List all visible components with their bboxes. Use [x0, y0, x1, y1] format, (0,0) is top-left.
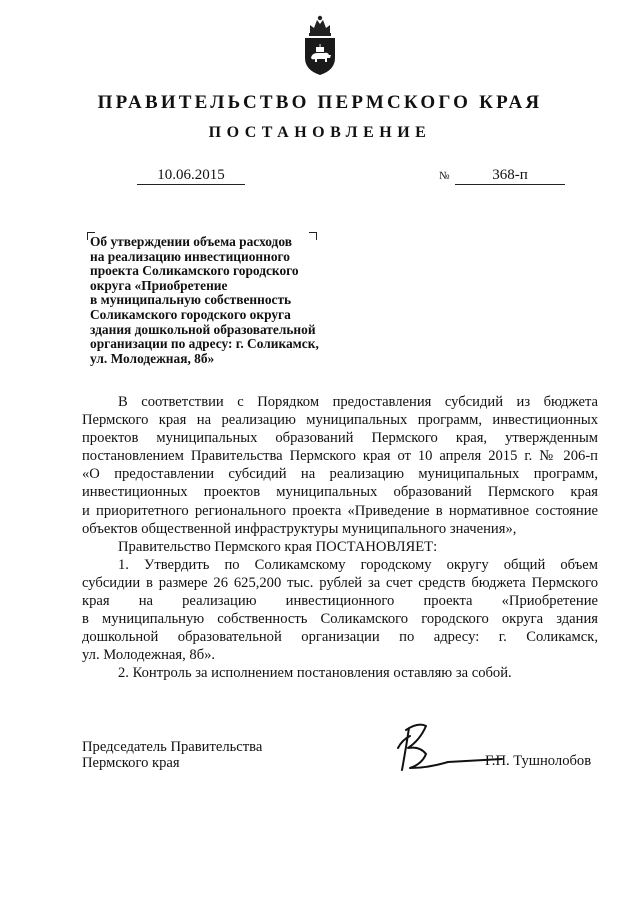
item-1-line: дошкольной образовательной организации по адресу: г. Соликамск, — [82, 629, 598, 646]
body-line: и приоритетного регионального проекта «Приведение в нормативное состояние — [82, 502, 598, 519]
number-sign: № — [439, 170, 450, 182]
document-subject — [90, 235, 355, 366]
item-1-line: края на реализацию инвестиционного проекта «Приобретение — [82, 593, 598, 610]
item-1-line: ул. Молодежная, 8б». — [82, 647, 216, 664]
resolution-line: Правительство Пермского края ПОСТАНОВЛЯЕТ: — [118, 538, 438, 555]
item-1-line: в муниципальную собственность Соликамского городского округа здания — [82, 611, 598, 628]
subject-line: в муниципальную собственность — [90, 292, 292, 308]
signer-position-line: Председатель Правительства — [82, 739, 263, 755]
item-1-line: субсидии в размере 26 625,200 тыс. рублей за счет средств бюджета Пермского — [82, 574, 598, 591]
subject-line: Соликамского городского округа — [90, 306, 291, 322]
subject-line: Об утверждении объема расходов — [90, 234, 292, 249]
subject-line: ул. Молодежная, 8б» — [90, 350, 215, 366]
body-line: «О предоставлении субсидий на реализацию муниципальных программ, — [82, 466, 598, 483]
document-number: 368-п — [455, 166, 565, 185]
subject-line: округа «Приобретение — [90, 277, 228, 293]
subject-line: на реализацию инвестиционного — [90, 248, 290, 264]
government-name: ПРАВИТЕЛЬСТВО ПЕРМСКОГО КРАЯ — [97, 92, 543, 113]
signer-position-line: Пермского края — [82, 754, 180, 771]
subject-line: проекта Соликамского городского — [90, 263, 299, 279]
item-2-line: 2. Контроль за исполнением постановления оставляю за собой. — [118, 665, 512, 682]
body-line: Пермского края на реализацию муниципальных программ, инвестиционных — [82, 412, 598, 429]
body-line: объектов общественной инфраструктуры муниципального значения», — [82, 520, 517, 537]
subject-line: здания дошкольной образовательной — [90, 321, 316, 337]
body-line: инвестиционных проектов муниципальных образований Пермского края — [82, 484, 598, 501]
coat-of-arms-icon — [302, 14, 338, 76]
subject-line: организации по адресу: г. Соликамск, — [90, 336, 319, 352]
signer-position — [82, 740, 262, 771]
document-body — [82, 393, 598, 683]
signer-name: Г.П. Тушнолобов — [485, 753, 592, 769]
body-line: постановлением Правительства Пермского края от 10 апреля 2015 г. № 206-п — [82, 448, 598, 465]
document-type: ПОСТАНОВЛЕНИЕ — [208, 124, 432, 141]
body-line: В соответствии с Порядком предоставления субсидий из бюджета — [118, 394, 598, 410]
document-date: 10.06.2015 — [137, 166, 245, 185]
body-line: проектов муниципальных образований Пермского края, утвержденным — [82, 430, 598, 447]
item-1-line: 1. Утвердить по Соликамскому городскому округу общий объем — [118, 556, 598, 573]
